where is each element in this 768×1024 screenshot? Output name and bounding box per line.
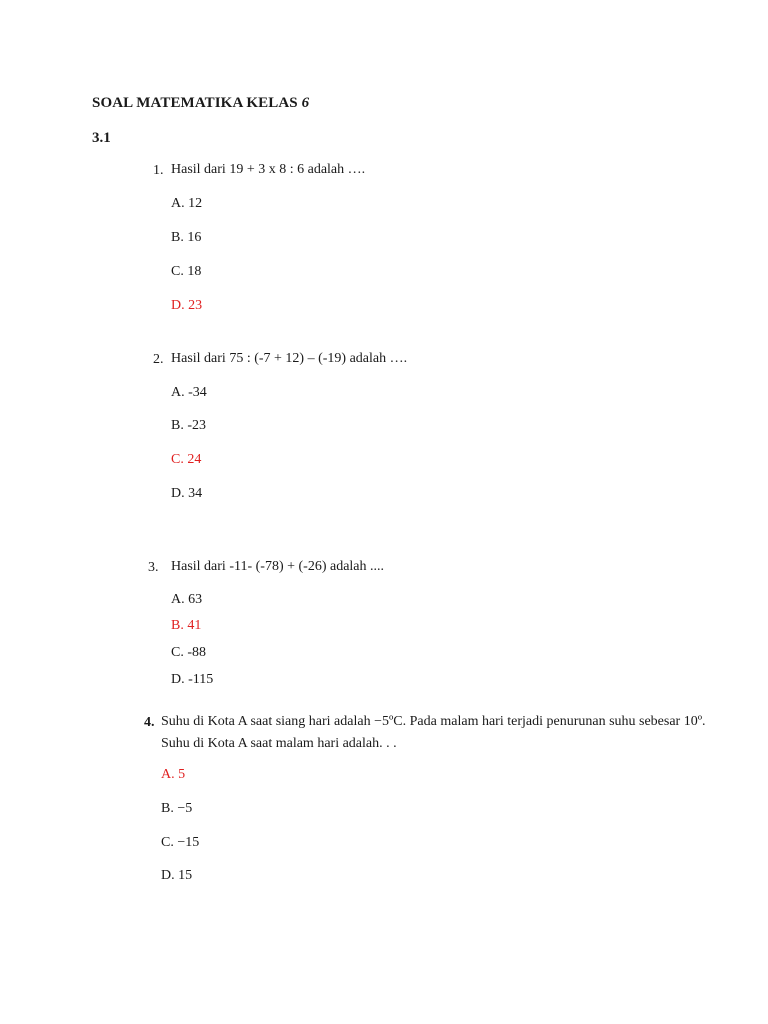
answer-option: A. 63 <box>171 592 203 607</box>
answer-option-correct: D. 23 <box>171 298 203 313</box>
question-text: Hasil dari 19 + 3 x 8 : 6 adalah …. <box>171 162 366 177</box>
section-number: 3.1 <box>92 130 111 146</box>
answer-option: A. -34 <box>171 385 207 400</box>
answer-option: D. 15 <box>161 868 193 883</box>
answer-option: C. 18 <box>171 264 202 279</box>
answer-option: B. −5 <box>161 801 193 816</box>
page-title <box>92 96 309 111</box>
answer-option: D. -115 <box>171 672 214 687</box>
title-text: SOAL MATEMATIKA KELAS <box>92 95 302 111</box>
question-number: 3. <box>148 560 159 575</box>
answer-option: C. -88 <box>171 645 206 660</box>
question-number: 4. <box>144 715 155 730</box>
answer-option-correct: A. 5 <box>161 767 186 782</box>
question-text: Hasil dari 75 : (-7 + 12) – (-19) adalah …. <box>171 351 408 366</box>
question-number: 2. <box>153 352 164 367</box>
answer-option: A. 12 <box>171 196 203 211</box>
title-grade: 6 <box>301 95 310 111</box>
answer-option: C. −15 <box>161 835 200 850</box>
answer-option: D. 34 <box>171 486 203 501</box>
answer-option: B. 16 <box>171 230 202 245</box>
question-number: 1. <box>153 163 164 178</box>
question-text: Hasil dari -11- (-78) + (-26) adalah .... <box>171 559 385 574</box>
question-text: Suhu di Kota A saat siang hari adalah −5ºC. Pada malam hari terjadi penurunan suhu sebesar 10º. Suhu di Kota A saat malam hari adalah. . . <box>161 714 706 751</box>
answer-option: B. -23 <box>171 418 206 433</box>
answer-option-correct: B. 41 <box>171 618 202 633</box>
answer-option-correct: C. 24 <box>171 452 202 467</box>
